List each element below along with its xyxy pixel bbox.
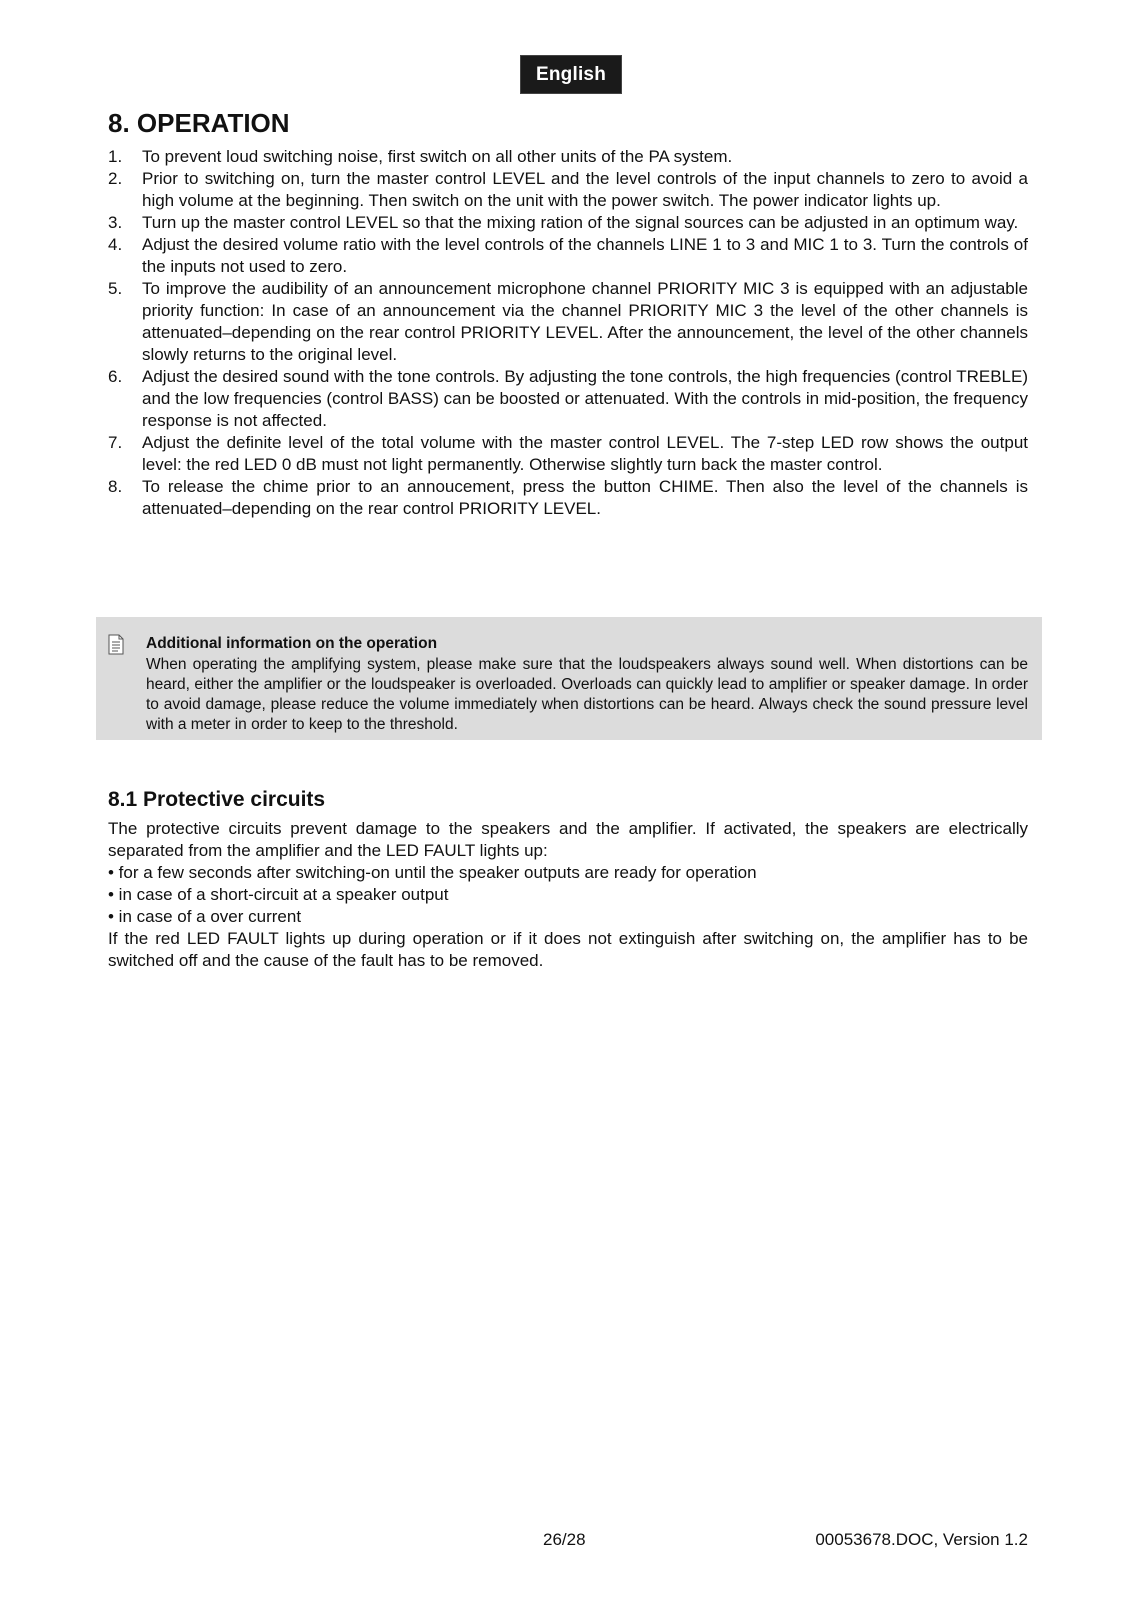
step-number: 4.	[108, 235, 123, 254]
list-item	[108, 168, 1028, 212]
list-item	[108, 432, 1028, 476]
step-text: To improve the audibility of an announcement microphone channel PRIORITY MIC 3 is equipped with an adjustable priority function: In case of an announcement via the channel PRIORITY MIC 3 the level of the other channels is attenuated–depending on the rear control PRIORITY LEVEL. After the announcement, the level of the other channels slowly returns to the original level.	[142, 279, 1028, 364]
step-number: 2.	[108, 169, 123, 188]
list-item	[108, 212, 1028, 234]
step-number: 1.	[108, 147, 123, 166]
list-item	[108, 278, 1028, 366]
step-text: To prevent loud switching noise, first switch on all other units of the PA system.	[142, 147, 733, 166]
step-number: 5.	[108, 279, 123, 298]
subsection-outro: If the red LED FAULT lights up during operation or if it does not extinguish after switching on, the amplifier has to be switched off and the cause of the fault has to be removed.	[108, 929, 1028, 970]
bullet-item: • in case of a short-circuit at a speaker output	[108, 885, 449, 904]
subsection-intro: The protective circuits prevent damage to the speakers and the amplifier. If activated, the speakers are electrically separated from the amplifier and the LED FAULT lights up:	[108, 819, 1028, 860]
document-version: 00053678.DOC, Version 1.2	[815, 1530, 1028, 1549]
bullet-item: • for a few seconds after switching-on until the speaker outputs are ready for operation	[108, 863, 757, 882]
page-number: 26/28	[543, 1530, 586, 1549]
step-number: 3.	[108, 213, 123, 232]
step-text: Prior to switching on, turn the master control LEVEL and the level controls of the input channels to zero to avoid a high volume at the beginning. Then switch on the unit with the power switch. The power indicator lights up.	[142, 169, 1028, 210]
step-text: Adjust the desired volume ratio with the level controls of the channels LINE 1 to 3 and MIC 1 to 3. Turn the controls of the inputs not used to zero.	[142, 235, 1028, 276]
step-text: Adjust the definite level of the total volume with the master control LEVEL. The 7-step LED row shows the output level: the red LED 0 dB must not light permanently. Otherwise slightly turn back the master control.	[142, 433, 1028, 474]
step-number: 8.	[108, 477, 123, 496]
list-item	[108, 234, 1028, 278]
bullet-item: • in case of a over current	[108, 907, 302, 926]
info-note-box	[96, 617, 1042, 740]
list-item	[108, 476, 1028, 520]
note-title: Additional information on the operation	[146, 635, 438, 652]
subsection-body	[108, 818, 1028, 972]
list-item	[108, 366, 1028, 432]
language-badge: English	[520, 55, 622, 94]
section-title: 8. OPERATION	[108, 108, 290, 138]
note-body: When operating the amplifying system, please make sure that the loudspeakers always sound well. When distortions can be heard, either the amplifier or the loudspeaker is overloaded. Overloads can quickly lead to amplifier or speaker damage. In order to avoid damage, please reduce the volume immediately when distortions can be heard. Always check the sound pressure level with a meter in order to keep to the threshold.	[146, 656, 1028, 733]
document-icon	[108, 634, 124, 655]
step-text: To release the chime prior to an annoucement, press the button CHIME. Then also the level of the channels is attenuated–depending on the rear control PRIORITY LEVEL.	[142, 477, 1028, 518]
step-text: Turn up the master control LEVEL so that the mixing ration of the signal sources can be adjusted in an optimum way.	[142, 213, 1019, 232]
operation-steps-list	[108, 146, 1028, 520]
subsection-title: 8.1 Protective circuits	[108, 788, 326, 811]
step-number: 6.	[108, 367, 123, 386]
step-text: Adjust the desired sound with the tone controls. By adjusting the tone controls, the high frequencies (control TREBLE) and the low frequencies (control BASS) can be boosted or attenuated. With the controls in mid-position, the frequency response is not affected.	[142, 367, 1028, 430]
step-number: 7.	[108, 433, 123, 452]
list-item	[108, 146, 1028, 168]
